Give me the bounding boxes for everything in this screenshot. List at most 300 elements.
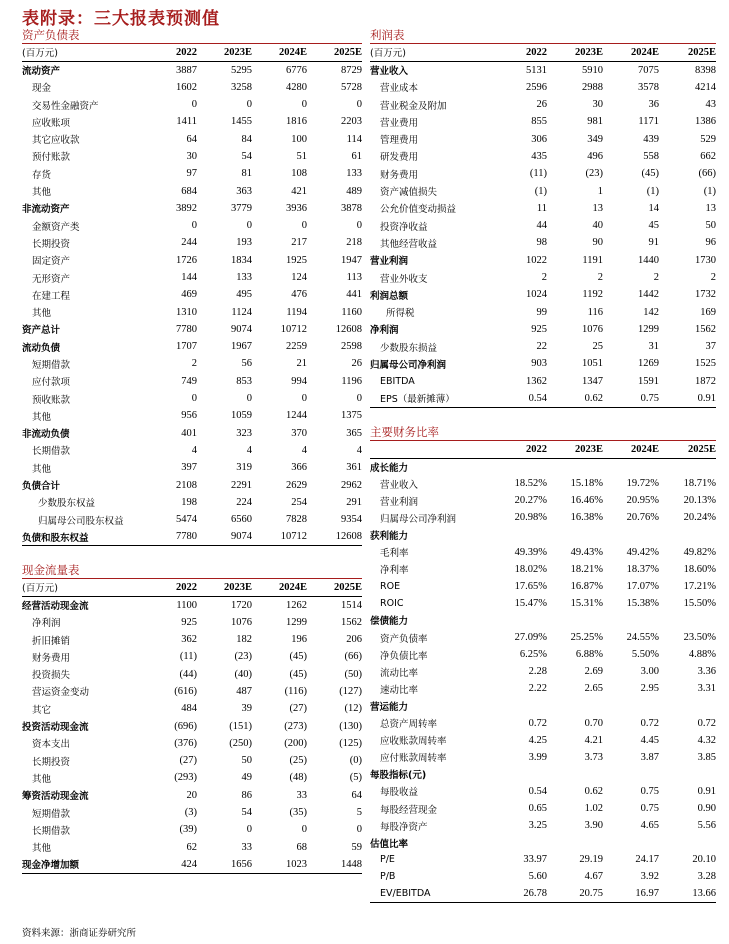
cell-value: 1299	[286, 616, 307, 628]
cell-value: 44	[536, 220, 547, 232]
table-row	[370, 355, 716, 372]
cell-value: 362	[181, 634, 197, 646]
cell-value: 91	[648, 237, 659, 249]
cell-value: (3)	[184, 807, 197, 818]
cell-value: 12608	[335, 323, 362, 335]
cell-value: (45)	[289, 651, 307, 663]
cell-value: 49.82%	[683, 546, 716, 558]
cell-value: 5728	[341, 81, 362, 93]
table-row	[370, 817, 716, 834]
cell-value: 1076	[582, 323, 603, 335]
table-row	[370, 303, 716, 320]
cell-value: 1362	[526, 375, 547, 387]
cell-value: (200)	[284, 737, 307, 749]
cell-value: (293)	[174, 772, 197, 784]
cell-value: (39)	[179, 824, 197, 836]
cell-value: 1299	[638, 323, 659, 335]
cell-value: 6.25%	[519, 649, 547, 661]
cell-value: (116)	[284, 685, 307, 697]
cell-value: 2.28	[528, 666, 547, 678]
row-label: 资产减值损失	[380, 187, 438, 199]
cell-value	[659, 697, 716, 714]
cell-value: 15.50%	[683, 597, 716, 609]
row-label: 归属母公司净利润	[380, 513, 457, 525]
cell-value: 16.46%	[570, 495, 603, 507]
cell-value: 1707	[176, 341, 197, 353]
row-label: P/E	[380, 854, 395, 866]
cell-value	[491, 526, 547, 543]
income-statement-title: 利润表	[370, 28, 716, 44]
page-title: 表附录：三大报表预测值	[22, 9, 220, 29]
row-label: 利润总额	[370, 290, 409, 302]
cell-value: 33	[241, 841, 252, 853]
balance-sheet-table	[22, 44, 362, 546]
cell-value: 25.25%	[570, 632, 603, 644]
cell-value: 306	[531, 133, 547, 145]
cell-value: 1411	[176, 116, 197, 128]
row-label: 所得税	[386, 308, 415, 320]
table-row	[370, 338, 716, 355]
cell-value: 51	[296, 150, 307, 162]
cell-value: 50	[705, 220, 716, 232]
cell-value: (23)	[234, 651, 252, 663]
cell-value	[491, 612, 547, 629]
table-row	[22, 373, 362, 390]
cell-value: 90	[592, 237, 603, 249]
cell-value: 3.00	[640, 666, 659, 678]
cell-value: 25	[592, 341, 603, 353]
row-label: 非流动资产	[22, 204, 70, 216]
cell-value: 133	[346, 168, 362, 180]
cell-value: 2.95	[640, 683, 659, 695]
cell-value: 64	[186, 133, 197, 145]
cell-value: 1872	[695, 375, 716, 387]
row-label: 投资活动现金流	[22, 722, 89, 734]
cell-value: 1591	[638, 375, 659, 387]
row-label: 净利润	[370, 325, 399, 337]
cell-value: 994	[291, 375, 307, 387]
cell-value: 6776	[286, 64, 307, 76]
cell-value: 20.76%	[626, 512, 659, 524]
row-label: 营业利润	[380, 496, 419, 508]
row-label: 少数股东损益	[380, 342, 438, 354]
cell-value: 3892	[176, 202, 197, 214]
cell-value: 5131	[526, 64, 547, 76]
year-header: 2022	[176, 46, 197, 58]
cell-value: (616)	[174, 685, 197, 697]
cell-value: 2259	[286, 341, 307, 353]
cell-value: 124	[291, 272, 307, 283]
cell-value: 0	[356, 220, 362, 232]
row-label: 流动比率	[380, 667, 419, 679]
cell-value: 1448	[341, 858, 362, 870]
cell-value: 981	[587, 116, 603, 128]
row-label: 应付款项	[32, 377, 71, 389]
cell-value: 2	[653, 272, 659, 283]
cell-value: 13	[705, 202, 716, 214]
cell-value: 323	[236, 427, 252, 439]
table-row	[22, 113, 362, 130]
cell-value: (25)	[289, 755, 307, 767]
cell-value: 5	[356, 807, 362, 818]
cell-value: 36	[648, 99, 659, 111]
cash-flow-section	[22, 563, 362, 874]
cell-value: 0.72	[697, 717, 716, 729]
cell-value: 3878	[341, 202, 362, 214]
cell-value: 17.65%	[514, 580, 547, 592]
table-row	[22, 735, 362, 752]
table-row	[370, 458, 716, 475]
row-label: 投资损失	[32, 670, 71, 682]
cell-value: 3.28	[697, 871, 716, 883]
cell-value: 1076	[231, 616, 252, 628]
cell-value: 1194	[286, 306, 307, 318]
cell-value: 1051	[582, 358, 603, 370]
cell-value: 0.54	[528, 785, 547, 797]
cell-value: 662	[700, 150, 716, 162]
cell-value: 4.88%	[688, 649, 716, 661]
cell-value: 484	[181, 703, 197, 715]
cell-value: 244	[181, 237, 197, 249]
cell-value: (27)	[289, 703, 307, 715]
row-label: 其他	[32, 308, 52, 320]
cell-value: 6.88%	[575, 649, 603, 661]
table-row	[22, 338, 362, 355]
cell-value: 196	[291, 634, 307, 646]
cell-value: 3779	[231, 202, 252, 214]
cell-value: 558	[643, 150, 659, 162]
cell-value: 0.90	[697, 803, 716, 815]
cell-value: 0	[246, 220, 252, 232]
cell-value: 133	[236, 272, 252, 283]
cell-value: 54	[241, 807, 252, 818]
cell-value: 365	[346, 427, 362, 439]
cell-value: 0.70	[584, 717, 603, 729]
cell-value: 49.42%	[626, 546, 659, 558]
table-row	[22, 252, 362, 269]
cell-value: 476	[291, 289, 307, 301]
cell-value: (11)	[529, 168, 547, 180]
cell-value: (48)	[289, 772, 307, 784]
cash-flow-table	[22, 579, 362, 874]
row-label: 固定资产	[32, 256, 71, 268]
row-label: 每股经营现金	[380, 804, 438, 816]
table-row	[22, 511, 362, 528]
row-label: 交易性金融资产	[32, 100, 99, 112]
row-label: 流动负债	[22, 342, 61, 354]
year-header: 2023E	[223, 46, 252, 58]
row-label: 长期投资	[32, 756, 71, 768]
row-label: 财务费用	[380, 169, 419, 181]
cell-value: 0	[246, 824, 252, 836]
table-row	[370, 834, 716, 851]
cell-value: 4214	[695, 81, 716, 93]
cell-value: 487	[236, 685, 252, 697]
table-row	[370, 234, 716, 251]
cell-value: 0	[301, 220, 307, 232]
year-header: 2022	[176, 581, 197, 593]
cell-value: 17.07%	[626, 580, 659, 592]
table-row	[22, 717, 362, 734]
row-label: 营业收入	[380, 479, 419, 491]
row-label: 营业税金及附加	[380, 100, 447, 112]
row-label: 研发费用	[380, 152, 419, 164]
cell-value: 43	[705, 99, 716, 111]
cell-value: 86	[241, 789, 252, 801]
cell-value: 0.62	[584, 785, 603, 797]
cell-value: 14	[648, 202, 659, 214]
row-label: EBITDA	[380, 375, 415, 387]
cell-value: 4.25	[528, 734, 547, 746]
cell-value	[547, 458, 603, 475]
cell-value: 1269	[638, 358, 659, 370]
cell-value: 2.69	[584, 666, 603, 678]
row-label: 资产负债率	[380, 633, 428, 645]
cell-value: 21	[296, 358, 307, 370]
table-row	[370, 182, 716, 199]
table-row	[370, 79, 716, 96]
cell-value: 0.62	[584, 392, 603, 404]
cell-value: 54	[241, 150, 252, 162]
year-header: 2024E	[630, 443, 659, 455]
cell-value: 182	[236, 634, 252, 646]
table-row	[370, 200, 716, 217]
cell-value: 56	[241, 358, 252, 370]
row-label: 其他	[32, 773, 52, 785]
income-statement-section	[370, 28, 716, 408]
cell-value	[491, 834, 547, 851]
cell-value: (45)	[289, 668, 307, 680]
cell-value: 319	[236, 462, 252, 474]
cell-value: 439	[643, 133, 659, 145]
cell-value: 27.09%	[514, 632, 547, 644]
cell-value: 0.72	[640, 717, 659, 729]
cell-value: 1730	[695, 254, 716, 266]
cell-value: 4.45	[640, 734, 659, 746]
cell-value	[603, 834, 659, 851]
cell-value: 4	[356, 444, 362, 456]
cell-value: 39	[241, 703, 252, 715]
row-label: 负债和股东权益	[22, 532, 89, 544]
cell-value: 7780	[176, 531, 197, 543]
row-label: EV/EBITDA	[380, 888, 431, 900]
cell-value: 193	[236, 237, 252, 249]
cell-value: (50)	[344, 668, 362, 680]
cell-value: 59	[351, 841, 362, 853]
cell-value	[659, 526, 716, 543]
cell-value: 30	[592, 99, 603, 111]
year-header: 2024E	[278, 46, 307, 58]
cell-value: 142	[643, 306, 659, 318]
cell-value: 3578	[638, 81, 659, 93]
row-label: 其它	[32, 704, 52, 716]
cell-value	[659, 834, 716, 851]
cell-value: 1191	[582, 254, 603, 266]
cell-value: 18.60%	[683, 563, 716, 575]
table-row	[22, 787, 362, 804]
cell-value: (130)	[339, 720, 362, 732]
table-row	[370, 148, 716, 165]
cell-value: 26.78	[523, 888, 547, 900]
cell-value: (125)	[339, 737, 362, 749]
table-row	[370, 612, 716, 629]
row-label: 现金净增加额	[22, 860, 80, 872]
row-label: 其他	[32, 187, 52, 199]
table-header-row	[370, 441, 716, 458]
cell-value: 3887	[176, 64, 197, 76]
table-row	[370, 646, 716, 663]
cell-value: (44)	[179, 668, 197, 680]
ratios-section	[370, 425, 716, 903]
table-row	[22, 838, 362, 855]
cell-value: 435	[531, 150, 547, 162]
row-label: 金额资产类	[32, 221, 80, 233]
cell-value: 2203	[341, 116, 362, 128]
row-label: 负债合计	[22, 481, 61, 493]
cell-value: 2.22	[528, 683, 547, 695]
table-row	[370, 578, 716, 595]
cell-value: 20.98%	[514, 512, 547, 524]
cell-value: 1656	[231, 858, 252, 870]
row-label: 长期借款	[32, 446, 71, 458]
cell-value: 4.67	[584, 871, 603, 883]
cell-value: 20.75	[579, 888, 603, 900]
cell-value: 1442	[638, 289, 659, 301]
cell-value: 2962	[341, 479, 362, 491]
cell-value: 31	[648, 341, 659, 353]
table-row	[22, 631, 362, 648]
cell-value: 1160	[341, 306, 362, 318]
cell-value: 5910	[582, 64, 603, 76]
table-row	[370, 509, 716, 526]
row-label: ROIC	[380, 597, 404, 609]
cell-value: 7780	[176, 323, 197, 335]
cell-value: 1124	[231, 306, 252, 318]
cell-value: 113	[346, 272, 362, 283]
cell-value: 1244	[286, 410, 307, 422]
cell-value: 18.02%	[514, 563, 547, 575]
table-row	[22, 130, 362, 147]
cell-value: 97	[186, 168, 197, 180]
row-label: 其他经营收益	[380, 238, 438, 250]
table-row	[22, 683, 362, 700]
year-header: 2025E	[687, 443, 716, 455]
cell-value: 489	[346, 185, 362, 197]
table-row	[22, 769, 362, 786]
cell-value: 3.73	[584, 751, 603, 763]
cell-value: (45)	[641, 168, 659, 180]
cell-value	[547, 612, 603, 629]
cell-value	[547, 766, 603, 783]
cell-value: 4.21	[584, 734, 603, 746]
cell-value: (12)	[344, 703, 362, 715]
cell-value: 0	[191, 99, 197, 111]
table-header-row	[22, 44, 362, 61]
row-label: P/B	[380, 871, 396, 883]
year-header: 2025E	[333, 581, 362, 593]
cell-value: 1059	[231, 410, 252, 422]
cell-value: 0	[356, 99, 362, 111]
cell-value: 424	[181, 858, 197, 870]
cell-value: 363	[236, 185, 252, 197]
cell-value: 2	[541, 272, 547, 283]
row-label: 无形资产	[32, 273, 71, 285]
table-row	[370, 113, 716, 130]
cell-value: 495	[236, 289, 252, 301]
table-row	[22, 79, 362, 96]
year-header: 2022	[526, 46, 547, 58]
table-row	[22, 182, 362, 199]
cell-value: 3.25	[528, 820, 547, 832]
row-label: 归属母公司股东权益	[38, 515, 124, 527]
cell-value: 49.39%	[514, 546, 547, 558]
unit-label: (百万元)	[370, 48, 406, 60]
table-row	[370, 492, 716, 509]
table-row	[370, 629, 716, 646]
cell-value: 0	[301, 99, 307, 111]
cell-value: 10712	[280, 323, 307, 335]
table-row	[22, 61, 362, 78]
cell-value: 1.02	[584, 803, 603, 815]
cell-value: 15.38%	[626, 597, 659, 609]
row-label: 财务费用	[32, 652, 71, 664]
table-row	[370, 475, 716, 492]
table-row	[370, 544, 716, 561]
cell-value: 16.97	[635, 888, 659, 900]
table-row	[370, 61, 716, 78]
cell-value: 2291	[231, 479, 252, 491]
cell-value: 3.87	[640, 751, 659, 763]
row-label: 经营活动现金流	[22, 601, 89, 613]
row-label: 应收账款周转率	[380, 736, 447, 748]
cell-value: 18.21%	[570, 563, 603, 575]
row-label: 投资净收益	[380, 221, 428, 233]
row-label: 资本支出	[32, 739, 71, 751]
table-row	[22, 494, 362, 511]
cell-value: 1386	[695, 116, 716, 128]
table-row	[22, 804, 362, 821]
row-label: 资产总计	[22, 325, 61, 337]
cell-value: (40)	[234, 668, 252, 680]
table-row	[22, 200, 362, 217]
row-label: 营业成本	[380, 83, 419, 95]
table-row	[370, 217, 716, 234]
cell-value	[547, 526, 603, 543]
cell-value: 366	[291, 462, 307, 474]
cell-value: 855	[531, 116, 547, 128]
cell-value: 62	[186, 841, 197, 853]
cell-value: 7075	[638, 64, 659, 76]
table-row	[370, 749, 716, 766]
cell-value: 0.91	[697, 392, 716, 404]
income-statement-table	[370, 44, 716, 408]
balance-sheet-section	[22, 28, 362, 546]
cell-value: 206	[346, 634, 362, 646]
table-row	[22, 596, 362, 613]
cell-value	[659, 612, 716, 629]
table-row	[370, 868, 716, 885]
cell-value: (696)	[174, 720, 197, 732]
cell-value: 925	[531, 323, 547, 335]
table-row	[370, 766, 716, 783]
year-header: 2022	[526, 443, 547, 455]
cell-value	[603, 697, 659, 714]
cell-value: 100	[291, 133, 307, 145]
cell-value: 4.65	[640, 820, 659, 832]
table-row	[370, 800, 716, 817]
cell-value: 3258	[231, 81, 252, 93]
row-label: 每股指标(元)	[370, 770, 427, 782]
